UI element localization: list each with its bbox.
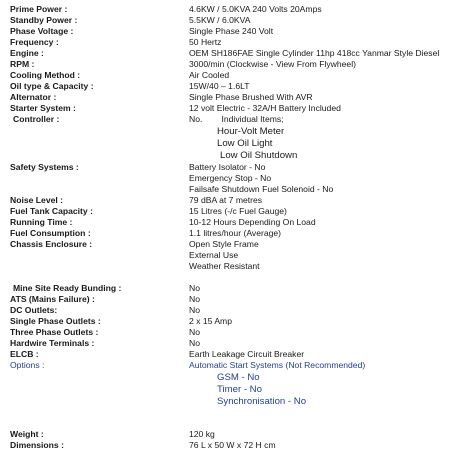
spec-label: Single Phase Outlets : bbox=[10, 316, 101, 326]
spec-row-cooling-method bbox=[0, 70, 462, 81]
spec-row-alternator bbox=[0, 92, 462, 103]
spec-label: Controller : bbox=[13, 114, 60, 124]
spec-value: Single Phase Brushed With AVR bbox=[189, 92, 313, 102]
spec-value: Weather Resistant bbox=[189, 261, 260, 271]
spec-row-option-item bbox=[0, 372, 462, 384]
spec-label: RPM : bbox=[10, 59, 35, 69]
spec-label: Fuel Consumption : bbox=[10, 228, 91, 238]
spec-label: Safety Systems : bbox=[10, 162, 79, 172]
spec-value: Failsafe Shutdown Fuel Solenoid - No bbox=[189, 184, 334, 194]
spec-row-noise-level bbox=[0, 195, 462, 206]
spec-value: 76 L x 50 W x 72 H cm bbox=[189, 440, 276, 450]
spec-row-mine-site bbox=[0, 283, 462, 294]
spec-label: ELCB : bbox=[10, 349, 39, 359]
spec-label: Engine : bbox=[10, 48, 44, 58]
spec-row-dc-outlets bbox=[0, 305, 462, 316]
spec-value: Battery Isolator - No bbox=[189, 162, 266, 172]
spec-label: Prime Power : bbox=[10, 4, 68, 14]
spec-value: Hour-Volt Meter bbox=[217, 126, 285, 137]
spec-label: Dimensions : bbox=[10, 440, 64, 450]
spec-row-hardwire-terminals bbox=[0, 338, 462, 349]
spec-row-oil-type bbox=[0, 81, 462, 92]
spec-row-running-time bbox=[0, 217, 462, 228]
spec-value: 5.5KW / 6.0KVA bbox=[189, 15, 251, 25]
spec-value: No bbox=[189, 294, 200, 304]
spec-row-ats bbox=[0, 294, 462, 305]
spec-row-controller bbox=[0, 114, 462, 125]
spec-value: 3000/min (Clockwise - View From Flywheel) bbox=[189, 59, 356, 69]
spec-value: 2 x 15 Amp bbox=[189, 316, 232, 326]
spec-row-phase-voltage bbox=[0, 26, 462, 37]
spec-value: No bbox=[189, 305, 200, 315]
spec-row-three-phase-outlets bbox=[0, 327, 462, 338]
spec-label: Frequency : bbox=[10, 37, 59, 47]
spec-value: No bbox=[189, 283, 200, 293]
spec-row-engine bbox=[0, 48, 462, 59]
spec-value: Air Cooled bbox=[189, 70, 230, 80]
spec-label: Weight : bbox=[10, 429, 44, 439]
spec-value: 50 Hertz bbox=[189, 37, 222, 47]
spec-value: GSM - No bbox=[217, 372, 260, 383]
spec-row-controller-item bbox=[0, 150, 462, 162]
spec-label: Cooling Method : bbox=[10, 70, 81, 80]
spec-label: Phase Voltage : bbox=[10, 26, 74, 36]
spec-value: 12 volt Electric - 32A/H Battery Included bbox=[189, 103, 341, 113]
spec-row-rpm bbox=[0, 59, 462, 70]
spec-value: 120 kg bbox=[189, 429, 215, 439]
spec-label: DC Outlets: bbox=[10, 305, 58, 315]
spec-row-chassis-item bbox=[0, 261, 462, 272]
spec-value: Single Phase 240 Volt bbox=[189, 26, 274, 36]
spec-row-fuel-tank bbox=[0, 206, 462, 217]
spec-row-options bbox=[0, 360, 462, 371]
spec-value: OEM SH186FAE Single Cylinder 11hp 418cc Yanmar Style Diesel bbox=[189, 48, 440, 58]
spec-row-standby-power bbox=[0, 15, 462, 26]
spec-label: Mine Site Ready Bunding : bbox=[13, 283, 122, 293]
spec-value: 10-12 Hours Depending On Load bbox=[189, 217, 316, 227]
spec-value: No bbox=[189, 327, 200, 337]
spec-value: Timer - No bbox=[217, 384, 262, 395]
spec-value: No bbox=[189, 338, 200, 348]
spec-row-frequency bbox=[0, 37, 462, 48]
spec-row-controller-item bbox=[0, 138, 462, 150]
spec-value: No. Individual Items; bbox=[189, 114, 284, 124]
spec-row-single-phase-outlets bbox=[0, 316, 462, 327]
spec-row-chassis-enclosure bbox=[0, 239, 462, 250]
spec-row-starter-system bbox=[0, 103, 462, 114]
spec-value: Low Oil Light bbox=[217, 138, 273, 149]
spec-row-safety-item bbox=[0, 173, 462, 184]
spec-value: 15W/40 – 1.6LT bbox=[189, 81, 250, 91]
spec-row-safety-systems bbox=[0, 162, 462, 173]
spec-label: Starter System : bbox=[10, 103, 76, 113]
spec-label: Three Phase Outlets : bbox=[10, 327, 99, 337]
spec-value: Synchronisation - No bbox=[217, 396, 307, 407]
spec-label: Hardwire Terminals : bbox=[10, 338, 95, 348]
spec-row-chassis-item bbox=[0, 250, 462, 261]
spec-value: 15 Litres (-/c Fuel Gauge) bbox=[189, 206, 287, 216]
spec-label: Oil type & Capacity : bbox=[10, 81, 94, 91]
spec-value: Low Oil Shutdown bbox=[220, 150, 298, 161]
spec-value: Emergency Stop - No bbox=[189, 173, 272, 183]
spec-label: Standby Power : bbox=[10, 15, 78, 25]
spec-label: ATS (Mains Failure) : bbox=[10, 294, 95, 304]
spec-label: Alternator : bbox=[10, 92, 57, 102]
spec-row-option-item bbox=[0, 384, 462, 396]
spec-value: Automatic Start Systems (Not Recommended) bbox=[189, 360, 366, 370]
spec-label: Chassis Enclosure : bbox=[10, 239, 93, 249]
spec-value: 1.1 litres/hour (Average) bbox=[189, 228, 282, 238]
spec-label: Running Time : bbox=[10, 217, 73, 227]
spec-value: External Use bbox=[189, 250, 239, 260]
spec-value: 79 dBA at 7 metres bbox=[189, 195, 263, 205]
spec-row-fuel-consumption bbox=[0, 228, 462, 239]
spec-row-controller-item bbox=[0, 126, 462, 138]
spec-value: Earth Leakage Circuit Breaker bbox=[189, 349, 305, 359]
spec-row-safety-item bbox=[0, 184, 462, 195]
spec-label: Fuel Tank Capacity : bbox=[10, 206, 93, 216]
spec-value: 4.6KW / 5.0KVA 240 Volts 20Amps bbox=[189, 4, 322, 14]
spec-row-prime-power bbox=[0, 4, 462, 15]
spec-value: Open Style Frame bbox=[189, 239, 259, 249]
spec-label: Options : bbox=[10, 360, 45, 370]
spec-row-weight bbox=[0, 429, 462, 440]
spec-row-option-item bbox=[0, 396, 462, 408]
spec-row-dimensions bbox=[0, 440, 462, 451]
spec-label: Noise Level : bbox=[10, 195, 64, 205]
spec-row-elcb bbox=[0, 349, 462, 360]
